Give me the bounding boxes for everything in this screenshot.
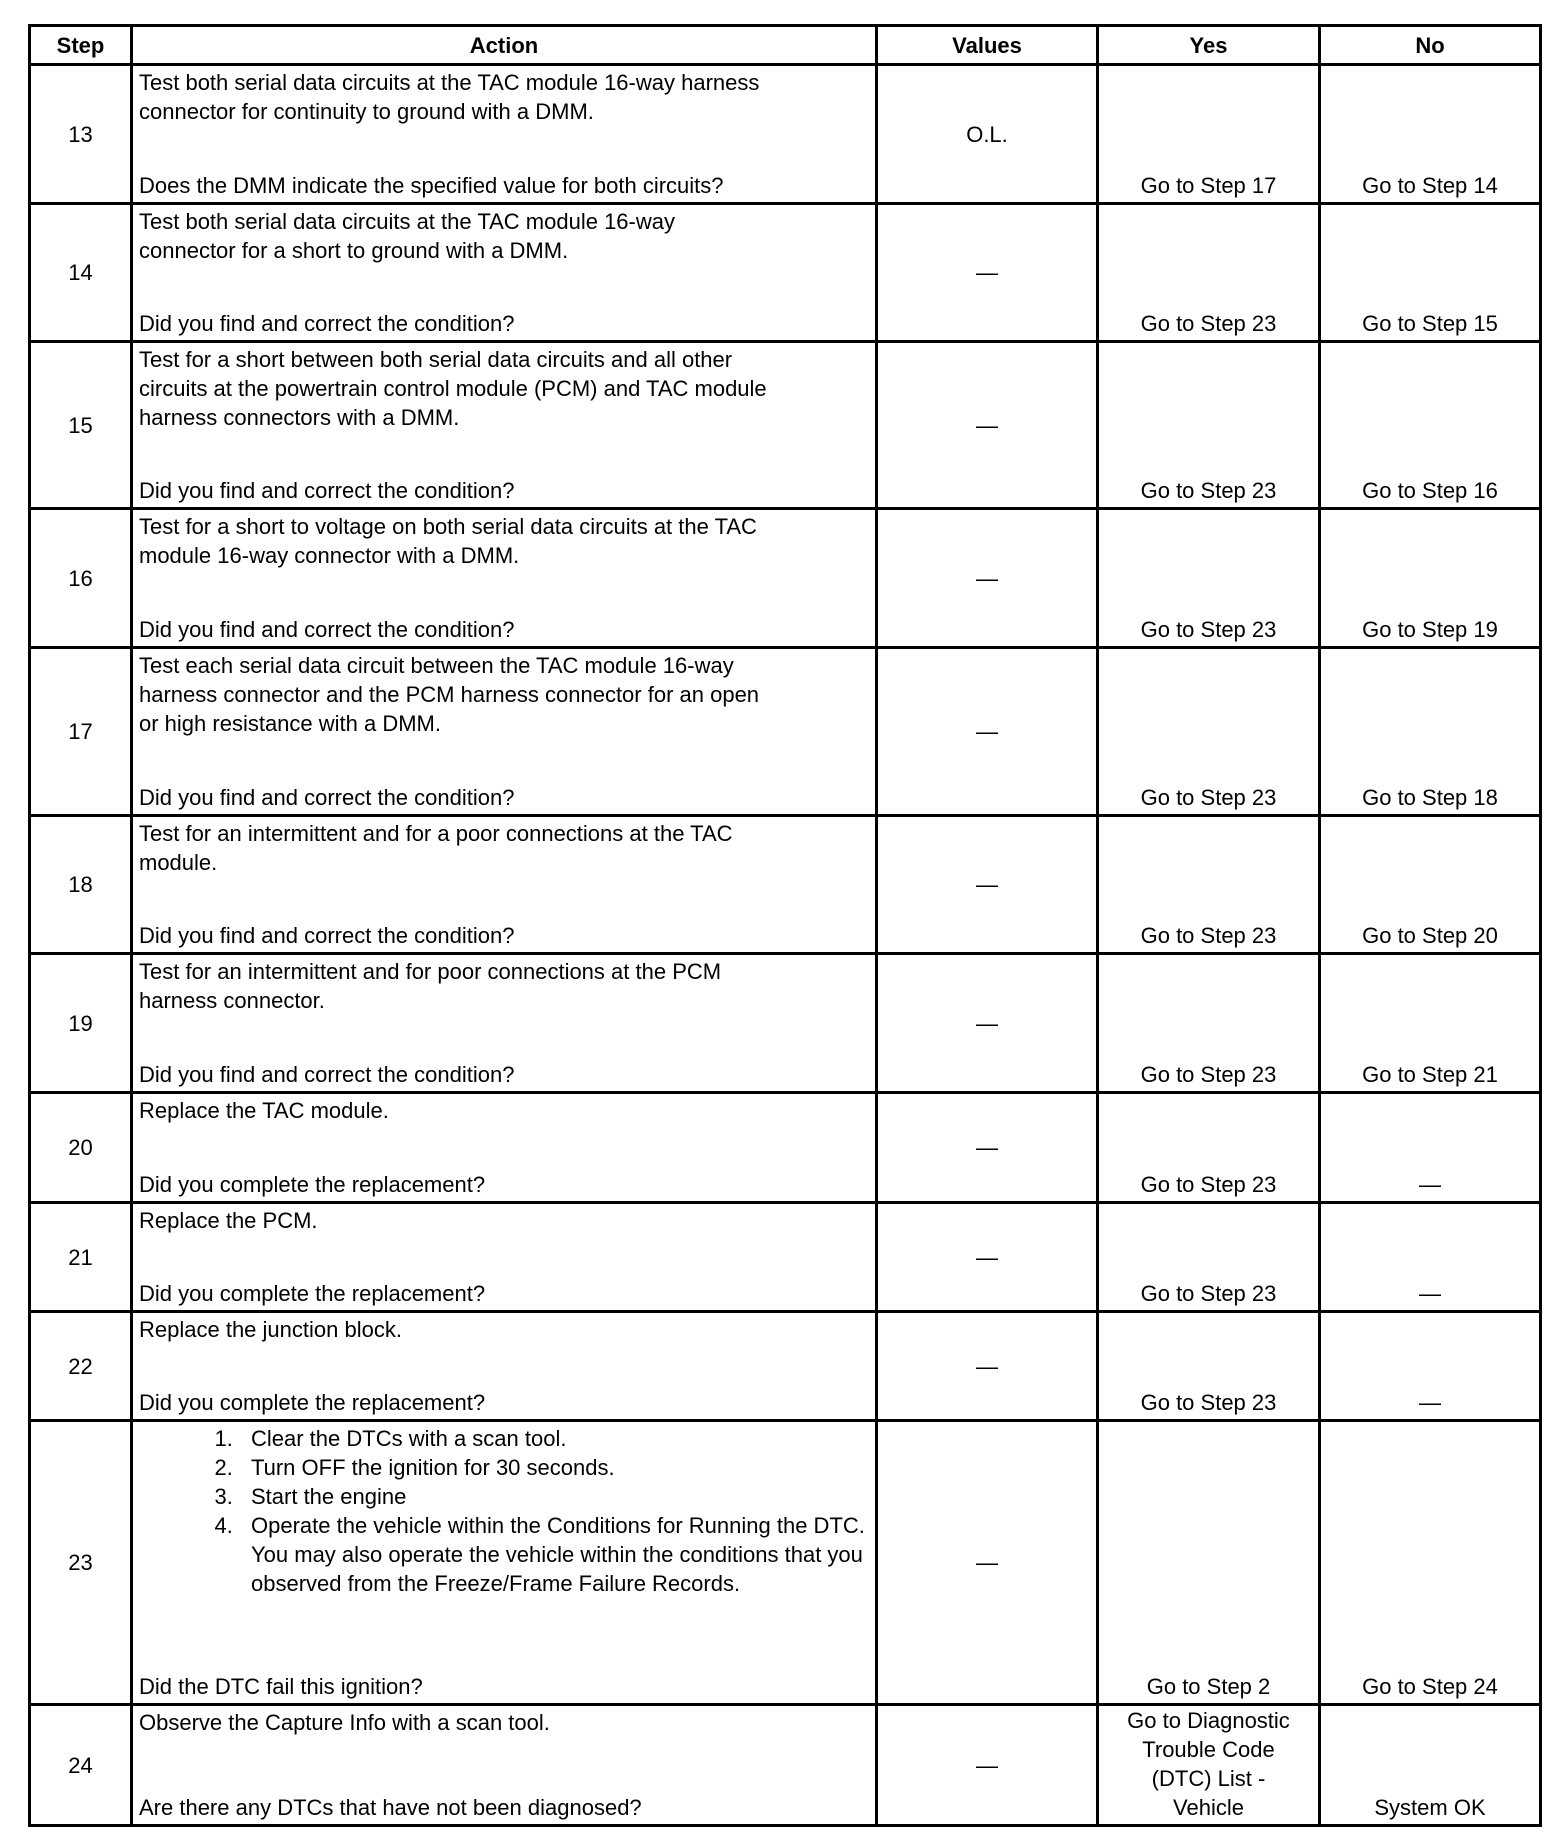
action-question: Did you complete the replacement? [139,1390,486,1415]
step-number: 18 [30,816,132,954]
action-question: Did the DTC fail this ignition? [139,1674,423,1699]
action-step-item: 2. Turn OFF the ignition for 30 seconds. [239,1453,871,1482]
step-number: 15 [30,342,132,509]
no-cell: Go to Step 21 [1320,954,1541,1093]
diagnostic-table [28,24,1542,1827]
action-cell [132,342,877,509]
header-row [30,26,1541,65]
yes-cell: Go to Step 23 [1098,204,1320,342]
no-cell: Go to Step 24 [1320,1421,1541,1705]
header-action: Action [132,26,877,65]
action-text: Replace the PCM. [139,1208,318,1233]
action-question: Did you find and correct the condition? [139,617,515,642]
step-number: 21 [30,1203,132,1312]
action-cell [132,509,877,648]
action-text: Test each serial data circuit between the TAC module 16-way harness connector and the PCM harness connector for an open or high resistance with a DMM. [139,653,760,736]
table-row [30,1705,1541,1826]
table-row [30,204,1541,342]
no-cell: — [1320,1203,1541,1312]
yes-cell: Go to Step 23 [1098,648,1320,816]
action-cell [132,65,877,204]
table-row [30,648,1541,816]
yes-cell: Go to Step 23 [1098,1203,1320,1312]
value-cell: O.L. [877,65,1098,204]
yes-cell: Go to Diagnostic Trouble Code (DTC) List - Vehicle [1098,1705,1320,1826]
action-cell [132,1421,877,1705]
header-values: Values [877,26,1098,65]
value-cell: — [877,509,1098,648]
step-number: 24 [30,1705,132,1826]
action-cell [132,816,877,954]
action-cell [132,204,877,342]
action-step-item: 3. Start the engine [239,1482,871,1511]
table-row [30,1312,1541,1421]
action-question: Did you find and correct the condition? [139,1062,515,1087]
action-question: Are there any DTCs that have not been diagnosed? [139,1795,642,1820]
action-cell [132,648,877,816]
action-question: Did you complete the replacement? [139,1172,486,1197]
action-text: Test both serial data circuits at the TAC module 16-way connector for a short to ground with a DMM. [139,209,675,263]
action-step-item: 4. Operate the vehicle within the Conditions for Running the DTC. You may also operate the vehicle within the conditions that you observed from the Freeze/Frame Failure Records. [239,1511,871,1598]
yes-cell: Go to Step 2 [1098,1421,1320,1705]
value-cell: — [877,1705,1098,1826]
action-cell [132,1093,877,1203]
value-cell: — [877,204,1098,342]
step-number: 23 [30,1421,132,1705]
action-question: Did you find and correct the condition? [139,923,515,948]
yes-cell: Go to Step 23 [1098,1312,1320,1421]
yes-cell: Go to Step 23 [1098,954,1320,1093]
step-number: 14 [30,204,132,342]
yes-cell: Go to Step 17 [1098,65,1320,204]
action-question: Did you complete the replacement? [139,1281,486,1306]
action-steps-list [139,1424,871,1598]
no-cell: System OK [1320,1705,1541,1826]
value-cell: — [877,816,1098,954]
no-cell: Go to Step 19 [1320,509,1541,648]
action-cell [132,1203,877,1312]
header-yes: Yes [1098,26,1320,65]
no-cell: Go to Step 14 [1320,65,1541,204]
no-cell: Go to Step 15 [1320,204,1541,342]
action-text: Test for an intermittent and for a poor connections at the TAC module. [139,821,733,875]
action-cell [132,1312,877,1421]
value-cell: — [877,342,1098,509]
value-cell: — [877,1312,1098,1421]
table-row [30,1421,1541,1705]
value-cell: — [877,1093,1098,1203]
table-row [30,1093,1541,1203]
action-text: Replace the junction block. [139,1317,402,1342]
no-cell: — [1320,1312,1541,1421]
value-cell: — [877,954,1098,1093]
step-number: 17 [30,648,132,816]
table-row [30,342,1541,509]
no-cell: — [1320,1093,1541,1203]
action-text: Test for an intermittent and for poor connections at the PCM harness connector. [139,959,722,1013]
value-cell: — [877,648,1098,816]
header-no: No [1320,26,1541,65]
table-row [30,65,1541,204]
step-number: 20 [30,1093,132,1203]
table-row [30,1203,1541,1312]
action-text: Test for a short to voltage on both serial data circuits at the TAC module 16-way connector with a DMM. [139,514,757,568]
action-text: Test both serial data circuits at the TAC module 16-way harness connector for continuity to ground with a DMM. [139,70,760,124]
action-question: Did you find and correct the condition? [139,311,515,336]
table-row [30,816,1541,954]
no-cell: Go to Step 18 [1320,648,1541,816]
action-question: Did you find and correct the condition? [139,478,515,503]
action-text: Observe the Capture Info with a scan tool. [139,1710,550,1735]
yes-cell: Go to Step 23 [1098,509,1320,648]
no-cell: Go to Step 16 [1320,342,1541,509]
table-row [30,954,1541,1093]
action-text: Test for a short between both serial data circuits and all other circuits at the powertrain control module (PCM) and TAC module harness connectors with a DMM. [139,347,767,430]
action-text: Replace the TAC module. [139,1098,389,1123]
action-step-item: 1. Clear the DTCs with a scan tool. [239,1424,871,1453]
step-number: 22 [30,1312,132,1421]
action-question: Did you find and correct the condition? [139,785,515,810]
no-cell: Go to Step 20 [1320,816,1541,954]
value-cell: — [877,1203,1098,1312]
action-question: Does the DMM indicate the specified value for both circuits? [139,173,724,198]
action-cell [132,1705,877,1826]
yes-cell: Go to Step 23 [1098,342,1320,509]
step-number: 13 [30,65,132,204]
value-cell: — [877,1421,1098,1705]
yes-cell: Go to Step 23 [1098,816,1320,954]
step-number: 19 [30,954,132,1093]
action-cell [132,954,877,1093]
header-step: Step [30,26,132,65]
table-row [30,509,1541,648]
yes-cell: Go to Step 23 [1098,1093,1320,1203]
step-number: 16 [30,509,132,648]
